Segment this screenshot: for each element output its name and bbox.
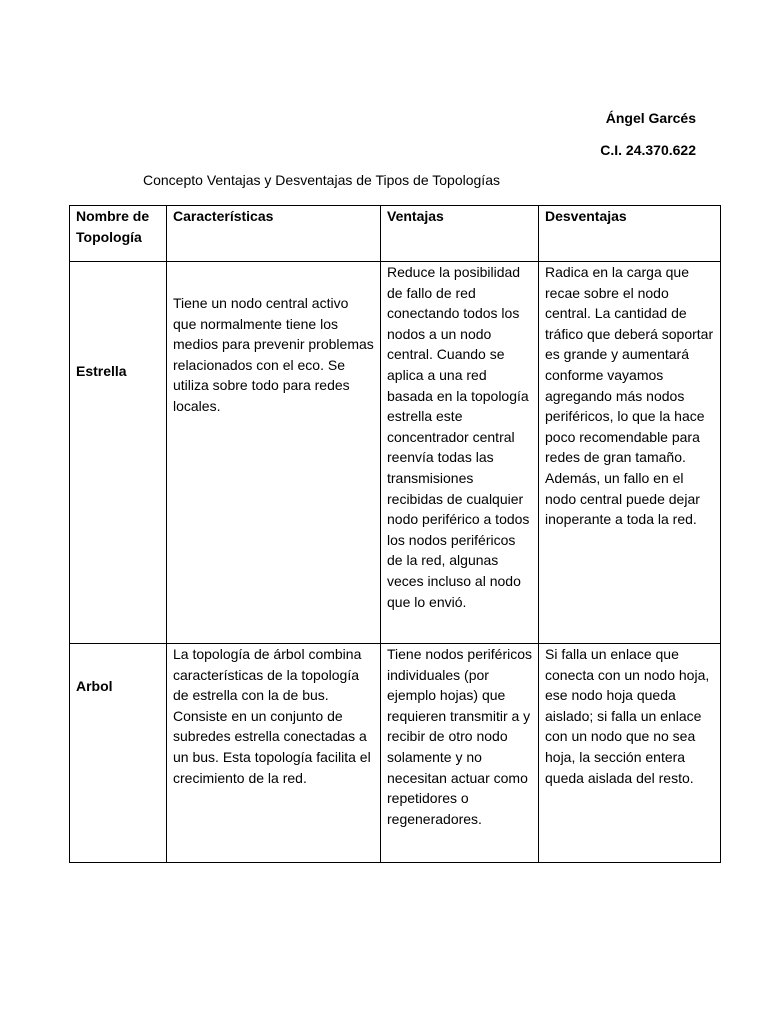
id-number: C.I. 24.370.622 [600,142,696,158]
disadvantages-cell: Radica en la carga que recae sobre el nodo central. La cantidad de tráfico que deberá soportar es grande y aumentará conforme vayamos agregando más nodos periféricos, lo que la hace poco recomendable para redes de gran tamaño. Además, un fallo en el nodo central puede dejar inoperante a toda la red. [539,262,721,644]
header-caracteristicas: Características [167,206,381,262]
table-header-row [70,206,721,262]
header-nombre: Nombre de Topología [70,206,167,262]
topology-table [69,205,721,863]
disadvantages-cell: Si falla un enlace que conecta con un nodo hoja, ese nodo hoja queda aislado; si falla un enlace con un nodo que no sea hoja, la sección entera queda aislada del resto. [539,644,721,863]
table-row [70,262,721,644]
author-name: Ángel Garcés [605,110,696,126]
header-desventajas: Desventajas [539,206,721,262]
topology-name: Estrella [70,262,167,644]
advantages-cell: Tiene nodos periféricos individuales (por ejemplo hojas) que requieren transmitir a y recibir de otro nodo solamente y no necesitan actuar como repetidores o regeneradores. [381,644,539,863]
advantages-cell: Reduce la posibilidad de fallo de red conectando todos los nodos a un nodo central. Cuando se aplica a una red basada en la topología estrella este concentrador central reenvía todas las transmisiones recibidas de cualquier nodo periférico a todos los nodos periféricos de la red, algunas veces incluso al nodo que lo envió. [381,262,539,644]
characteristics-cell: La topología de árbol combina características de la topología de estrella con la de bus. Consiste en un conjunto de subredes estrella conectadas a un bus. Esta topología facilita el crecimiento de la red. [167,644,381,863]
document-title: Concepto Ventajas y Desventajas de Tipos de Topologías [143,172,500,188]
header-ventajas: Ventajas [381,206,539,262]
characteristics-cell: Tiene un nodo central activo que normalmente tiene los medios para prevenir problemas relacionados con el eco. Se utiliza sobre todo para redes locales. [167,262,381,644]
table-row [70,644,721,863]
topology-name: Arbol [70,644,167,863]
